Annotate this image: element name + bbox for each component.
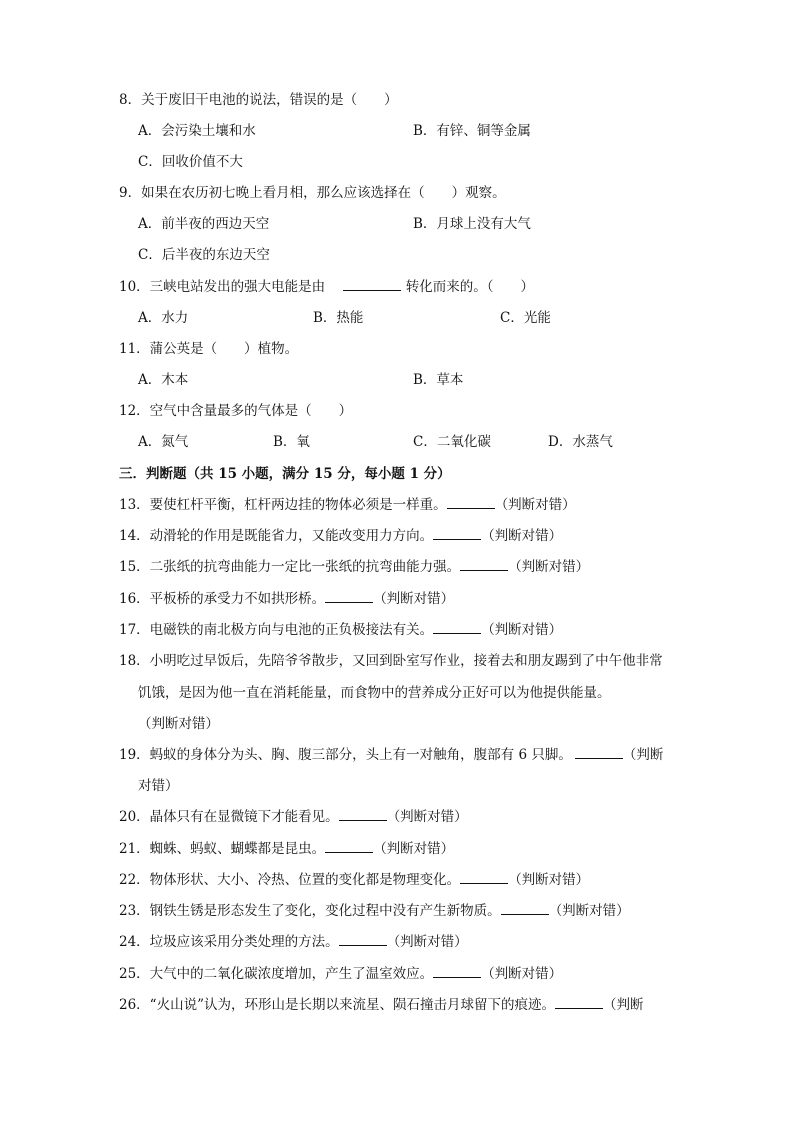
question-9-option-b: B．月球上没有大气 [413, 216, 531, 232]
question-14-suffix: （判断对错） [481, 528, 563, 544]
question-14-text: 14．动滑轮的作用是既能省力，又能改变用力方向。 [119, 528, 434, 544]
answer-blank [325, 590, 373, 603]
question-17-text: 17．电磁铁的南北极方向与电池的正负极接法有关。 [119, 622, 434, 638]
question-22-text: 22．物体形状、大小、冷热、位置的变化都是物理变化。 [119, 872, 461, 888]
question-17-suffix: （判断对错） [481, 622, 563, 638]
question-18-suffix: （判断对错） [138, 716, 219, 732]
question-23-suffix: （判断对错） [548, 903, 630, 919]
question-16 [119, 590, 454, 608]
question-22-suffix: （判断对错） [508, 872, 590, 888]
question-16-text: 16．平板桥的承受力不如拱形桥。 [119, 591, 326, 607]
answer-blank [433, 965, 481, 978]
question-10-stem-pre: 10．三峡电站发出的强大电能是由 [119, 279, 326, 295]
question-21-text: 21．蜘蛛、蚂蚁、蝴蝶都是昆虫。 [119, 841, 326, 857]
question-12-stem: 12．空气中含量最多的气体是（ ） [119, 403, 353, 419]
question-22 [119, 871, 589, 889]
question-23-text: 23．钢铁生锈是形态发生了变化，变化过程中没有产生新物质。 [119, 903, 501, 919]
question-17 [119, 621, 562, 639]
question-20-suffix: （判断对错） [386, 809, 468, 825]
question-19 [119, 746, 663, 764]
question-15-suffix: （判断对错） [508, 559, 590, 575]
question-10-stem-post: 转化而来的。（ ） [405, 279, 535, 295]
question-11-option-a: A．木本 [138, 372, 189, 388]
question-12-option-c: C．二氧化碳 [413, 434, 491, 450]
answer-blank [325, 840, 373, 853]
question-18-line-2: 饥饿，是因为他一直在消耗能量，而食物中的营养成分正好可以为他提供能量。 [138, 685, 611, 701]
question-11-stem: 11．蒲公英是（ ）植物。 [119, 341, 299, 357]
section-heading-judgement: 三．判断题（共 15 小题，满分 15 分，每小题 1 分） [119, 466, 451, 482]
question-11-option-b: B．草本 [413, 372, 464, 388]
question-24 [119, 933, 468, 951]
answer-blank [433, 527, 481, 540]
question-8-option-a: A．会污染土壤和水 [138, 123, 256, 139]
question-26-text: 26．“火山说”认为，环形山是长期以来流星、陨石撞击月球留下的痕迹。 [119, 997, 555, 1013]
question-8-option-b: B．有锌、铜等金属 [413, 123, 531, 139]
answer-blank [343, 278, 401, 291]
question-13 [119, 496, 576, 514]
question-21-suffix: （判断对错） [373, 841, 455, 857]
question-19-suffix: （判断 [622, 747, 664, 763]
question-23 [119, 902, 630, 920]
question-25 [119, 965, 562, 983]
question-14 [119, 527, 562, 545]
question-19-line-2: 对错） [138, 778, 179, 794]
answer-blank [339, 808, 387, 821]
question-13-text: 13．要使杠杆平衡，杠杆两边挂的物体必须是一样重。 [119, 497, 447, 513]
question-9-stem: 9．如果在农历初七晚上看月相，那么应该选择在（ ）观察。 [119, 185, 506, 201]
answer-blank [555, 996, 603, 1009]
question-15 [119, 558, 589, 576]
question-26-suffix: （判断 [602, 997, 644, 1013]
question-26 [119, 996, 643, 1014]
question-20-text: 20．晶体只有在显微镜下才能看见。 [119, 809, 339, 825]
question-15-text: 15．二张纸的抗弯曲能力一定比一张纸的抗弯曲能力强。 [119, 559, 461, 575]
answer-blank [447, 496, 495, 509]
question-19-text: 19．蚂蚁的身体分为头、胸、腹三部分，头上有一对触角，腹部有 6 只脚。 [119, 747, 572, 763]
question-10-option-b: B．热能 [313, 310, 364, 326]
answer-blank [501, 902, 549, 915]
question-9-option-a: A．前半夜的西边天空 [138, 216, 270, 232]
question-10-option-a: A．水力 [138, 310, 189, 326]
answer-blank [433, 621, 481, 634]
question-18-line-1: 18．小明吃过早饭后，先陪爷爷散步，又回到卧室写作业，接着去和朋友踢到了中午他非常 [119, 653, 663, 669]
question-25-suffix: （判断对错） [481, 966, 563, 982]
question-12-option-d: D．水蒸气 [548, 434, 613, 450]
answer-blank [339, 933, 387, 946]
question-21 [119, 840, 454, 858]
question-12-option-b: B．氧 [273, 434, 310, 450]
question-20 [119, 808, 468, 826]
question-10-option-c: C．光能 [500, 310, 551, 326]
answer-blank [460, 558, 508, 571]
question-24-text: 24．垃圾应该采用分类处理的方法。 [119, 934, 339, 950]
question-9-option-c: C．后半夜的东边天空 [138, 247, 270, 263]
question-25-text: 25．大气中的二氧化碳浓度增加，产生了温室效应。 [119, 966, 434, 982]
answer-blank [575, 746, 623, 759]
answer-blank [460, 871, 508, 884]
question-13-suffix: （判断对错） [494, 497, 576, 513]
question-8-option-c: C．回收价值不大 [138, 154, 243, 170]
question-8-stem: 8．关于废旧干电池的说法，错误的是（ ） [119, 92, 398, 108]
question-16-suffix: （判断对错） [373, 591, 455, 607]
question-24-suffix: （判断对错） [386, 934, 468, 950]
question-10-stem [119, 278, 534, 296]
question-12-option-a: A．氮气 [138, 434, 189, 450]
